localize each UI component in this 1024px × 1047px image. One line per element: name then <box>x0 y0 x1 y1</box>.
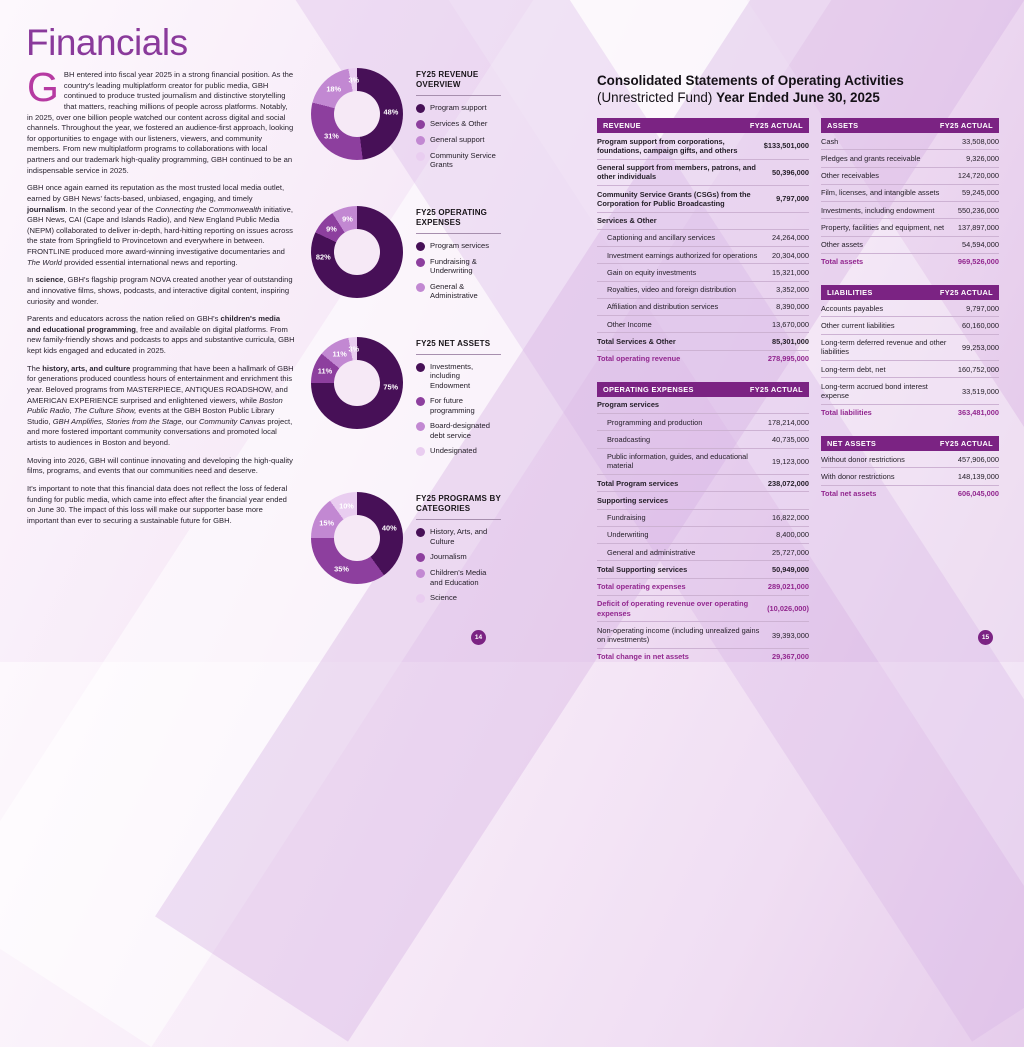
slice-percent-label: 11% <box>332 349 347 359</box>
legend-divider <box>416 354 501 355</box>
table-row <box>597 649 809 665</box>
chart-legend <box>416 206 501 307</box>
slice-percent-label: 82% <box>315 252 331 262</box>
row-label: Other current liabilities <box>821 320 895 330</box>
row-label: Total assets <box>821 257 864 267</box>
row-label: Long-term accrued bond interest expense <box>821 381 928 400</box>
row-label: Supporting services <box>597 495 669 505</box>
table-header-name: OPERATING EXPENSES <box>603 384 694 394</box>
row-label: Broadcasting <box>607 434 651 444</box>
table-row <box>597 316 809 333</box>
donut-chart <box>311 206 501 307</box>
page-number-left: 14 <box>471 630 486 645</box>
table-header <box>821 285 999 300</box>
row-label: Total operating revenue <box>597 354 681 363</box>
legend-label: General support <box>430 135 485 144</box>
row-label: General and administrative <box>607 547 696 557</box>
row-value: 59,245,000 <box>962 188 999 198</box>
row-value: 363,481,000 <box>957 408 999 418</box>
legend-item <box>416 446 501 456</box>
row-label: Total operating expenses <box>597 582 686 591</box>
row-value: 278,995,000 <box>767 354 809 364</box>
row-value: 29,367,000 <box>772 652 809 662</box>
row-label: Without donor restrictions <box>821 454 905 464</box>
row-label: Film, licenses, and intangible assets <box>821 188 940 198</box>
body-paragraph: The history, arts, and culture programming that have been a hallmark of GBH for generations produced countless hours of entertainment and enrichment this year. Beloved programs from MASTERPIECE, ANTIQUES ROADSHOW, and AMERICAN EXPERIENCE surprised and enlightened viewers, while Boston Public Radio, The Culture Show, events at the GBH Boston Public Library Studio, GBH Amplifies, Stories from the Stage, our Community Canvas project, and more fostered important community conversations and promoted local artists to audiences in Boston and beyond. <box>27 363 294 447</box>
table-header <box>597 118 809 133</box>
legend-divider <box>416 519 501 520</box>
financials-narrative <box>27 64 295 533</box>
row-value: 9,797,000 <box>776 194 809 204</box>
table-row <box>597 475 809 492</box>
slice-percent-label: 9% <box>342 214 353 224</box>
table-row <box>821 254 999 270</box>
page-number-right: 15 <box>978 630 993 645</box>
row-value: 124,720,000 <box>957 171 999 181</box>
statements-heading-fund: (Unrestricted Fund) <box>597 90 717 106</box>
legend-item <box>416 396 501 415</box>
legend-label: Program services <box>430 240 490 250</box>
slice-percent-label: 18% <box>326 84 342 94</box>
donut-chart <box>311 492 501 609</box>
donut-chart <box>311 337 501 462</box>
row-label: Community Service Grants (CSGs) from the Corporation for Public Broadcasting <box>597 189 751 208</box>
legend-swatch <box>416 136 425 145</box>
row-value: 54,594,000 <box>962 240 999 250</box>
row-label: Total Program services <box>597 478 679 488</box>
row-value: 33,508,000 <box>962 136 999 146</box>
row-label: Other receivables <box>821 171 879 180</box>
table-header-value-col: FY25 ACTUAL <box>939 121 993 130</box>
slice-percent-label: 11% <box>317 366 333 376</box>
row-label: Gain on equity investments <box>607 267 697 277</box>
body-paragraph: GBH once again earned its reputation as the most trusted local media outlet, earned by GBH News' facts-based, unbiased, engaging, and timely journalism. In the second year of the Connecting the Commonwealth initiative, GBH News, CAI (Cape and Islands Radio), and New England Public Media (NEPM) collaborated to deliver in-depth, hard-hitting reporting on issues across the state from Springfield to Provincetown and everywhere in between. FRONTLINE produced more award-winning investigative documentaries and The World provided essential international news and reporting. <box>27 183 293 267</box>
table-header-value-col: FY25 ACTUAL <box>749 121 803 130</box>
legend-swatch <box>416 594 425 603</box>
table-row <box>597 133 809 160</box>
row-value: 160,752,000 <box>957 364 999 374</box>
table-header <box>821 436 999 451</box>
legend-item <box>416 282 501 301</box>
body-paragraph: Parents and educators across the nation relied on GBH's children's media and educational programming, free and available on digital platforms. From new family-friendly shows and podcasts to apps and substantive curricula, GBH kept kids engaged and educated in 2025. <box>27 314 295 355</box>
financial-table-revenue <box>597 118 809 367</box>
financial-tables <box>597 118 999 680</box>
body-paragraph: GBH entered into fiscal year 2025 in a strong financial position. As the country's leading multiplatform creator for public media, GBH continued to produce trusted journalism and distinctive storytelling that matters, reaching millions of people across platforms. Notably, in 2025, over one billion people watched our content across digital and social channels. Throughout the year, we fostered an audience-first approach, looking for opportunities to engage with our listeners, viewers, and community members. From new multiplatform programs to collaborations with local partners and our trademark high-quality programming, GBH continued to be an indispensable service in 2025. <box>27 64 294 175</box>
slice-percent-label: 31% <box>324 131 339 141</box>
row-label: Program support from corporations, foundations, campaign gifts, and others <box>597 136 738 155</box>
row-label: Non-operating income (including unrealized gains on investments) <box>597 625 760 644</box>
table-row <box>597 351 809 367</box>
financial-table-liabilities <box>821 285 999 421</box>
chart-title: FY25 NET ASSETS <box>416 338 491 348</box>
table-row <box>821 300 999 317</box>
slice-percent-label: 3% <box>348 75 360 85</box>
legend-item <box>416 552 501 562</box>
financial-table-assets <box>821 118 999 270</box>
table-row <box>597 247 809 264</box>
table-row <box>821 378 999 405</box>
table-row <box>597 527 809 544</box>
row-label: Long-term debt, net <box>821 364 886 374</box>
table-row <box>597 544 809 561</box>
slice-percent-label: 10% <box>339 501 354 511</box>
row-value: 606,045,000 <box>957 489 999 499</box>
row-label: Cash <box>821 136 839 146</box>
legend-swatch <box>416 242 425 251</box>
row-value: 457,906,000 <box>957 454 999 464</box>
body-paragraph: In science, GBH's flagship program NOVA created another year of outstanding and innovative films, shows, podcasts, and interactive digital content, inspiring curiosity and wonder. <box>27 275 293 306</box>
legend-label: Services & Other <box>430 119 488 128</box>
legend-item <box>416 119 501 129</box>
legend-item <box>416 257 501 276</box>
row-value: 16,822,000 <box>772 513 809 523</box>
row-label: Deficit of operating revenue over operating expenses <box>597 599 749 618</box>
chart-legend <box>416 68 501 176</box>
row-value: 969,526,000 <box>957 257 999 267</box>
row-label: Total change in net assets <box>597 652 689 662</box>
table-row <box>597 264 809 281</box>
legend-label: Undesignated <box>430 446 477 456</box>
slice-percent-label: 48% <box>383 107 399 117</box>
table-row <box>821 486 999 502</box>
table-row <box>597 282 809 299</box>
row-label: Services & Other <box>597 216 657 225</box>
legend-label: General & Administrative <box>430 281 478 301</box>
statements-heading <box>597 72 997 107</box>
row-value: 3,352,000 <box>776 285 809 295</box>
table-row <box>597 449 809 476</box>
legend-item <box>416 421 501 440</box>
table-row <box>821 405 999 421</box>
table-row <box>821 219 999 236</box>
chart-title: FY25 OPERATING EXPENSES <box>416 207 488 227</box>
donut-hole <box>334 229 380 275</box>
row-value: 19,123,000 <box>772 456 809 466</box>
table-row <box>821 317 999 334</box>
legend-swatch <box>416 397 425 406</box>
row-label: Other assets <box>821 240 863 249</box>
table-row <box>821 185 999 202</box>
legend-label: Fundraising & Underwriting <box>430 256 477 276</box>
row-value: 85,301,000 <box>772 336 809 346</box>
legend-label: Children's Media and Education <box>430 568 487 587</box>
row-value: 8,390,000 <box>776 302 809 312</box>
legend-label: For future programming <box>430 396 475 415</box>
row-label: Total Services & Other <box>597 336 676 346</box>
table-row <box>597 333 809 350</box>
legend-swatch <box>416 120 425 129</box>
table-row <box>821 202 999 219</box>
table-header-name: REVENUE <box>603 121 641 130</box>
table-row <box>597 622 809 649</box>
row-value: $133,501,000 <box>763 141 809 151</box>
table-row <box>821 168 999 185</box>
legend-swatch <box>416 283 425 292</box>
table-header-value-col: FY25 ACTUAL <box>939 288 993 297</box>
financial-table-net-assets <box>821 436 999 502</box>
table-header <box>597 382 809 397</box>
legend-swatch <box>416 104 425 113</box>
row-value: 13,670,000 <box>772 319 809 329</box>
row-value: (10,026,000) <box>767 604 809 613</box>
chart-legend <box>416 337 501 462</box>
row-label: Total net assets <box>821 489 877 498</box>
chart-legend <box>416 492 501 609</box>
row-value: 289,021,000 <box>767 582 809 592</box>
donut-ring <box>311 206 403 298</box>
table-row <box>597 213 809 230</box>
row-label: Investment earnings authorized for operations <box>607 250 758 260</box>
table-header-value-col: FY25 ACTUAL <box>749 384 803 394</box>
legend-item <box>416 593 501 603</box>
table-row <box>597 579 809 596</box>
legend-label: Science <box>430 593 458 603</box>
table-row <box>821 133 999 150</box>
row-value: 40,735,000 <box>772 434 809 444</box>
donut-chart <box>311 68 501 176</box>
table-row <box>597 561 809 578</box>
row-value: 50,396,000 <box>772 167 809 177</box>
row-label: With donor restrictions <box>821 471 895 481</box>
donut-hole <box>334 91 380 137</box>
table-header-value-col: FY25 ACTUAL <box>939 439 993 448</box>
donut-ring <box>311 68 403 160</box>
row-value: 550,236,000 <box>957 205 999 215</box>
tables-column-right <box>821 118 999 680</box>
legend-item <box>416 103 501 113</box>
row-label: Long-term deferred revenue and other liabilities <box>821 338 947 357</box>
row-value: 24,264,000 <box>772 233 809 243</box>
row-label: Affiliation and distribution services <box>607 302 719 312</box>
table-header-name: NET ASSETS <box>827 439 877 448</box>
table-row <box>597 299 809 316</box>
slice-percent-label: 9% <box>326 224 337 234</box>
row-value: 50,949,000 <box>772 564 809 574</box>
row-value: 39,393,000 <box>772 630 809 640</box>
row-label: Programming and production <box>607 417 703 427</box>
legend-divider <box>416 233 501 234</box>
row-label: Program services <box>597 400 660 410</box>
legend-swatch <box>416 258 425 267</box>
slice-percent-label: 35% <box>334 564 349 574</box>
row-label: Property, facilities and equipment, net <box>821 222 945 232</box>
row-value: 148,139,000 <box>957 471 999 481</box>
row-label: Captioning and ancillary services <box>607 233 716 243</box>
legend-swatch <box>416 553 425 562</box>
dropcap-letter: G <box>27 64 59 110</box>
legend-divider <box>416 95 501 96</box>
table-header-name: ASSETS <box>827 121 859 130</box>
row-value: 9,797,000 <box>966 303 999 313</box>
charts-column <box>311 68 501 639</box>
legend-swatch <box>416 447 425 456</box>
slice-percent-label: 15% <box>319 518 335 528</box>
row-value: 25,727,000 <box>772 547 809 557</box>
donut-ring <box>311 492 403 584</box>
table-row <box>821 468 999 485</box>
row-label: Public information, guides, and educational material <box>607 452 748 471</box>
legend-label: Journalism <box>430 552 467 562</box>
legend-item <box>416 362 501 390</box>
legend-item <box>416 527 501 546</box>
table-row <box>821 361 999 378</box>
table-row <box>597 510 809 527</box>
row-value: 60,160,000 <box>962 320 999 330</box>
row-value: 178,214,000 <box>767 417 809 427</box>
table-row <box>597 186 809 213</box>
legend-item <box>416 151 501 170</box>
legend-swatch <box>416 528 425 537</box>
donut-hole <box>334 360 380 406</box>
row-label: Accounts payables <box>821 303 884 313</box>
legend-swatch <box>416 569 425 578</box>
statements-heading-line1: Consolidated Statements of Operating Activities <box>597 73 904 88</box>
row-label: Investments, including endowment <box>821 205 935 215</box>
page-title: Financials <box>26 22 188 63</box>
legend-label: Program support <box>430 103 487 112</box>
legend-item <box>416 568 501 587</box>
legend-label: Community Service Grants <box>430 151 496 170</box>
chart-title: FY25 REVENUE OVERVIEW <box>416 70 479 89</box>
legend-label: Investments, including Endowment <box>430 361 474 390</box>
table-header-name: LIABILITIES <box>827 288 873 297</box>
row-value: 9,326,000 <box>966 153 999 163</box>
tables-column-left <box>597 118 809 680</box>
table-row <box>597 431 809 448</box>
legend-label: Board-designated debt service <box>430 421 490 440</box>
table-row <box>597 596 809 623</box>
table-row <box>597 160 809 187</box>
slice-percent-label: 40% <box>381 523 397 533</box>
donut-ring <box>311 337 403 429</box>
table-row <box>821 451 999 468</box>
legend-swatch <box>416 422 425 431</box>
slice-percent-label: 3% <box>348 344 360 354</box>
financial-table-operating-expenses <box>597 382 809 665</box>
legend-swatch <box>416 152 425 161</box>
table-row <box>597 414 809 431</box>
table-row <box>821 237 999 254</box>
table-row <box>597 230 809 247</box>
row-value: 8,400,000 <box>776 530 809 540</box>
chart-title: FY25 PROGRAMS BY CATEGORIES <box>416 494 501 514</box>
row-value: 238,072,000 <box>767 478 809 488</box>
donut-hole <box>334 515 380 561</box>
legend-label: History, Arts, and Culture <box>430 527 488 546</box>
body-paragraph: It's important to note that this financial data does not reflect the loss of federal funding for public media, which came into effect after the financial year ended on June 30. The impact of this loss will make our supporter base more important than ever to securing a sustainable future for GBH. <box>27 483 288 525</box>
row-label: Fundraising <box>607 513 646 522</box>
slice-percent-label: 75% <box>383 382 399 392</box>
table-row <box>597 397 809 414</box>
legend-swatch <box>416 363 425 372</box>
table-row <box>821 335 999 362</box>
row-label: Other Income <box>607 319 652 329</box>
row-label: Pledges and grants receivable <box>821 153 921 163</box>
row-label: Total Supporting services <box>597 564 688 574</box>
row-label: Underwriting <box>607 530 649 540</box>
table-row <box>597 492 809 509</box>
table-row <box>821 150 999 167</box>
row-label: General support from members, patrons, and other individuals <box>597 163 756 182</box>
legend-item <box>416 135 501 145</box>
row-value: 15,321,000 <box>772 267 809 277</box>
body-paragraph: Moving into 2026, GBH will continue innovating and developing the high-quality films, programs, and events that our communities need and deserve. <box>27 455 293 476</box>
statements-heading-period: Year Ended June 30, 2025 <box>716 90 880 106</box>
legend-item <box>416 241 501 251</box>
row-value: 137,897,000 <box>957 222 999 232</box>
table-header <box>821 118 999 133</box>
row-label: Royalties, video and foreign distribution <box>607 285 737 294</box>
row-value: 20,304,000 <box>772 250 809 260</box>
row-value: 33,519,000 <box>962 386 999 396</box>
row-value: 99,253,000 <box>962 342 999 352</box>
row-label: Total liabilities <box>821 408 872 418</box>
